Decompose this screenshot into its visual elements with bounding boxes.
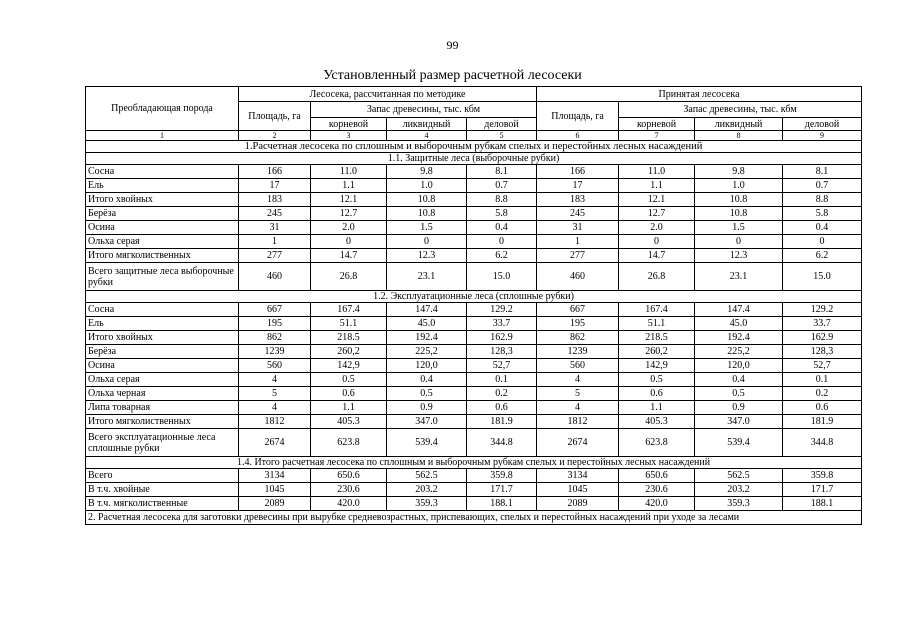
value-cell: 2.0 [619, 221, 695, 235]
value-cell: 562.5 [695, 469, 783, 483]
table-row [86, 469, 862, 483]
table-row [86, 263, 862, 291]
value-cell: 10.8 [387, 207, 467, 221]
value-cell: 52,7 [467, 359, 537, 373]
value-cell: 45.0 [695, 317, 783, 331]
value-cell: 2089 [537, 497, 619, 511]
column-number: 5 [467, 131, 537, 141]
value-cell: 162.9 [783, 331, 862, 345]
value-cell: 12.7 [619, 207, 695, 221]
value-cell: 0.5 [619, 373, 695, 387]
value-cell: 460 [239, 263, 311, 291]
value-cell: 1 [239, 235, 311, 249]
value-cell: 560 [537, 359, 619, 373]
species-name: В т.ч. мягколиственные [86, 497, 239, 511]
value-cell: 8.8 [783, 193, 862, 207]
value-cell: 0.2 [467, 387, 537, 401]
value-cell: 0.9 [387, 401, 467, 415]
value-cell: 560 [239, 359, 311, 373]
col-header-root: корневой [311, 118, 387, 131]
value-cell: 6.2 [783, 249, 862, 263]
value-cell: 650.6 [311, 469, 387, 483]
value-cell: 12.1 [311, 193, 387, 207]
value-cell: 147.4 [387, 303, 467, 317]
column-number: 1 [86, 131, 239, 141]
col-header-species: Преобладающая порода [86, 87, 239, 131]
value-cell: 4 [537, 401, 619, 415]
value-cell: 0.5 [387, 387, 467, 401]
value-cell: 4 [239, 373, 311, 387]
value-cell: 0.4 [695, 373, 783, 387]
column-number: 3 [311, 131, 387, 141]
species-name: Итого мягколиственных [86, 415, 239, 429]
species-name: Берёза [86, 207, 239, 221]
value-cell: 0.5 [311, 373, 387, 387]
value-cell: 162.9 [467, 331, 537, 345]
value-cell: 0.6 [467, 401, 537, 415]
value-cell: 10.8 [695, 193, 783, 207]
header-row-1 [86, 87, 862, 102]
value-cell: 195 [239, 317, 311, 331]
value-cell: 359.8 [467, 469, 537, 483]
col-header-business: деловой [467, 118, 537, 131]
page-number: 99 [446, 38, 459, 52]
table-row [86, 235, 862, 249]
value-cell: 51.1 [619, 317, 695, 331]
production-forest-rows [86, 303, 862, 429]
species-name: Ольха черная [86, 387, 239, 401]
value-cell: 8.1 [783, 165, 862, 179]
value-cell: 0 [387, 235, 467, 249]
value-cell: 188.1 [467, 497, 537, 511]
species-name: Сосна [86, 165, 239, 179]
value-cell: 0.2 [783, 387, 862, 401]
value-cell: 225,2 [695, 345, 783, 359]
value-cell: 17 [239, 179, 311, 193]
value-cell: 128,3 [783, 345, 862, 359]
value-cell: 14.7 [619, 249, 695, 263]
value-cell: 192.4 [695, 331, 783, 345]
col-header-stock-accepted: Запас древесины, тыс. кбм [619, 102, 862, 118]
value-cell: 862 [239, 331, 311, 345]
value-cell: 5.8 [783, 207, 862, 221]
value-cell: 31 [537, 221, 619, 235]
value-cell: 183 [239, 193, 311, 207]
value-cell: 181.9 [783, 415, 862, 429]
species-name: Липа товарная [86, 401, 239, 415]
value-cell: 245 [239, 207, 311, 221]
value-cell: 147.4 [695, 303, 783, 317]
document-title: Установленный размер расчетной лесосеки [323, 68, 582, 83]
table-row [86, 331, 862, 345]
value-cell: 1.1 [311, 401, 387, 415]
value-cell: 5 [537, 387, 619, 401]
value-cell: 245 [537, 207, 619, 221]
value-cell: 260,2 [619, 345, 695, 359]
value-cell: 9.8 [695, 165, 783, 179]
value-cell: 230.6 [619, 483, 695, 497]
column-number: 4 [387, 131, 467, 141]
value-cell: 1045 [239, 483, 311, 497]
value-cell: 10.8 [387, 193, 467, 207]
value-cell: 203.2 [695, 483, 783, 497]
value-cell: 120,0 [387, 359, 467, 373]
value-cell: 23.1 [387, 263, 467, 291]
table-row [86, 317, 862, 331]
value-cell: 166 [537, 165, 619, 179]
section-heading [86, 141, 862, 153]
value-cell: 277 [239, 249, 311, 263]
table-row [86, 165, 862, 179]
table-row [86, 303, 862, 317]
table-row [86, 401, 862, 415]
value-cell: 0.4 [467, 221, 537, 235]
value-cell: 347.0 [695, 415, 783, 429]
value-cell: 359.3 [695, 497, 783, 511]
species-name: Осина [86, 221, 239, 235]
value-cell: 4 [239, 401, 311, 415]
value-cell: 0.1 [467, 373, 537, 387]
value-cell: 623.8 [619, 429, 695, 457]
value-cell: 1.1 [619, 401, 695, 415]
subsection-title: 1.2. Эксплуатационные леса (сплошные рубки) [86, 291, 862, 303]
value-cell: 26.8 [619, 263, 695, 291]
table-row [86, 429, 862, 457]
value-cell: 1812 [239, 415, 311, 429]
subsection-heading [86, 153, 862, 165]
value-cell: 539.4 [695, 429, 783, 457]
protective-forest-rows [86, 165, 862, 263]
value-cell: 230.6 [311, 483, 387, 497]
subsection-heading [86, 291, 862, 303]
species-name: Сосна [86, 303, 239, 317]
value-cell: 347.0 [387, 415, 467, 429]
value-cell: 31 [239, 221, 311, 235]
value-cell: 51.1 [311, 317, 387, 331]
value-cell: 12.1 [619, 193, 695, 207]
value-cell: 0.5 [695, 387, 783, 401]
value-cell: 2.0 [311, 221, 387, 235]
value-cell: 0 [311, 235, 387, 249]
value-cell: 120,0 [695, 359, 783, 373]
protective-forest-total [86, 263, 862, 291]
value-cell: 8.8 [467, 193, 537, 207]
value-cell: 405.3 [619, 415, 695, 429]
value-cell: 167.4 [619, 303, 695, 317]
value-cell: 1239 [239, 345, 311, 359]
value-cell: 344.8 [467, 429, 537, 457]
table-row [86, 221, 862, 235]
value-cell: 539.4 [387, 429, 467, 457]
column-number: 2 [239, 131, 311, 141]
value-cell: 1239 [537, 345, 619, 359]
value-cell: 1.1 [619, 179, 695, 193]
col-header-stock-method: Запас древесины, тыс. кбм [311, 102, 537, 118]
value-cell: 14.7 [311, 249, 387, 263]
column-number-row [86, 131, 862, 141]
value-cell: 562.5 [387, 469, 467, 483]
value-cell: 6.2 [467, 249, 537, 263]
value-cell: 45.0 [387, 317, 467, 331]
value-cell: 2674 [537, 429, 619, 457]
value-cell: 15.0 [783, 263, 862, 291]
value-cell: 11.0 [311, 165, 387, 179]
value-cell: 2674 [239, 429, 311, 457]
value-cell: 0.7 [467, 179, 537, 193]
col-header-area-method: Площадь, га [239, 102, 311, 131]
value-cell: 11.0 [619, 165, 695, 179]
value-cell: 128,3 [467, 345, 537, 359]
col-header-liquid: ликвидный [695, 118, 783, 131]
column-number: 9 [783, 131, 862, 141]
value-cell: 650.6 [619, 469, 695, 483]
col-group-method: Лесосека, рассчитанная по методике [239, 87, 537, 102]
col-group-accepted: Принятая лесосека [537, 87, 862, 102]
value-cell: 166 [239, 165, 311, 179]
allowable-cut-table [85, 86, 862, 525]
value-cell: 183 [537, 193, 619, 207]
value-cell: 405.3 [311, 415, 387, 429]
value-cell: 225,2 [387, 345, 467, 359]
value-cell: 623.8 [311, 429, 387, 457]
value-cell: 181.9 [467, 415, 537, 429]
species-name: Ольха серая [86, 235, 239, 249]
summary-rows [86, 469, 862, 511]
value-cell: 0.4 [783, 221, 862, 235]
species-name: Всего защитные леса выборочные рубки [86, 263, 239, 291]
species-name: Итого хвойных [86, 193, 239, 207]
table-row [86, 249, 862, 263]
value-cell: 0.7 [783, 179, 862, 193]
value-cell: 460 [537, 263, 619, 291]
production-forest-total [86, 429, 862, 457]
value-cell: 129.2 [783, 303, 862, 317]
value-cell: 1.0 [695, 179, 783, 193]
value-cell: 3134 [239, 469, 311, 483]
value-cell: 203.2 [387, 483, 467, 497]
subsection-title: 1.1. Защитные леса (выборочные рубки) [86, 153, 862, 165]
subsection-title: 1.4. Итого расчетная лесосека по сплошным и выборочным рубкам спелых и перестойных лесных насаждений [86, 457, 862, 469]
value-cell: 0.9 [695, 401, 783, 415]
column-number: 8 [695, 131, 783, 141]
table-row [86, 497, 862, 511]
value-cell: 195 [537, 317, 619, 331]
value-cell: 1 [537, 235, 619, 249]
value-cell: 862 [537, 331, 619, 345]
value-cell: 129.2 [467, 303, 537, 317]
value-cell: 344.8 [783, 429, 862, 457]
value-cell: 52,7 [783, 359, 862, 373]
table-row [86, 483, 862, 497]
column-number: 7 [619, 131, 695, 141]
value-cell: 1.1 [311, 179, 387, 193]
table-row [86, 387, 862, 401]
table-row [86, 359, 862, 373]
value-cell: 12.3 [695, 249, 783, 263]
value-cell: 26.8 [311, 263, 387, 291]
value-cell: 0.4 [387, 373, 467, 387]
species-name: Ольха серая [86, 373, 239, 387]
table-row [86, 373, 862, 387]
value-cell: 218.5 [311, 331, 387, 345]
col-header-area-accepted: Площадь, га [537, 102, 619, 131]
value-cell: 420.0 [311, 497, 387, 511]
note-row [86, 511, 862, 525]
value-cell: 0.6 [783, 401, 862, 415]
value-cell: 277 [537, 249, 619, 263]
value-cell: 9.8 [387, 165, 467, 179]
species-name: Ель [86, 317, 239, 331]
value-cell: 667 [239, 303, 311, 317]
table-row [86, 345, 862, 359]
table-row [86, 179, 862, 193]
value-cell: 0.6 [311, 387, 387, 401]
table-row [86, 415, 862, 429]
value-cell: 420.0 [619, 497, 695, 511]
value-cell: 0 [695, 235, 783, 249]
value-cell: 359.8 [783, 469, 862, 483]
value-cell: 142,9 [311, 359, 387, 373]
value-cell: 4 [537, 373, 619, 387]
species-name: Итого мягколиственных [86, 249, 239, 263]
value-cell: 15.0 [467, 263, 537, 291]
value-cell: 10.8 [695, 207, 783, 221]
value-cell: 17 [537, 179, 619, 193]
value-cell: 33.7 [467, 317, 537, 331]
species-name: Осина [86, 359, 239, 373]
value-cell: 218.5 [619, 331, 695, 345]
value-cell: 3134 [537, 469, 619, 483]
col-header-business: деловой [783, 118, 862, 131]
subsection-heading [86, 457, 862, 469]
value-cell: 2089 [239, 497, 311, 511]
table-row [86, 193, 862, 207]
value-cell: 0 [619, 235, 695, 249]
value-cell: 260,2 [311, 345, 387, 359]
value-cell: 12.3 [387, 249, 467, 263]
species-name: Всего [86, 469, 239, 483]
species-name: Всего эксплуатационные леса сплошные рубки [86, 429, 239, 457]
value-cell: 171.7 [783, 483, 862, 497]
value-cell: 0 [783, 235, 862, 249]
table-row [86, 207, 862, 221]
value-cell: 1.0 [387, 179, 467, 193]
species-name: Ель [86, 179, 239, 193]
value-cell: 23.1 [695, 263, 783, 291]
value-cell: 1812 [537, 415, 619, 429]
value-cell: 5.8 [467, 207, 537, 221]
value-cell: 0 [467, 235, 537, 249]
column-number: 6 [537, 131, 619, 141]
value-cell: 192.4 [387, 331, 467, 345]
value-cell: 1.5 [387, 221, 467, 235]
value-cell: 167.4 [311, 303, 387, 317]
species-name: Итого хвойных [86, 331, 239, 345]
species-name: Берёза [86, 345, 239, 359]
value-cell: 5 [239, 387, 311, 401]
col-header-liquid: ликвидный [387, 118, 467, 131]
value-cell: 12.7 [311, 207, 387, 221]
value-cell: 667 [537, 303, 619, 317]
value-cell: 0.6 [619, 387, 695, 401]
value-cell: 1045 [537, 483, 619, 497]
value-cell: 8.1 [467, 165, 537, 179]
value-cell: 171.7 [467, 483, 537, 497]
species-name: В т.ч. хвойные [86, 483, 239, 497]
section-title: 1.Расчетная лесосека по сплошным и выборочным рубкам спелых и перестойных лесных насаждений [86, 141, 862, 153]
value-cell: 142,9 [619, 359, 695, 373]
value-cell: 188.1 [783, 497, 862, 511]
note-text: 2. Расчетная лесосека для заготовки древесины при вырубке средневозрастных, приспевающих, спелых и перестойных насаждений при уходе за лесами [86, 511, 862, 525]
value-cell: 359.3 [387, 497, 467, 511]
value-cell: 1.5 [695, 221, 783, 235]
col-header-root: корневой [619, 118, 695, 131]
value-cell: 0.1 [783, 373, 862, 387]
value-cell: 33.7 [783, 317, 862, 331]
